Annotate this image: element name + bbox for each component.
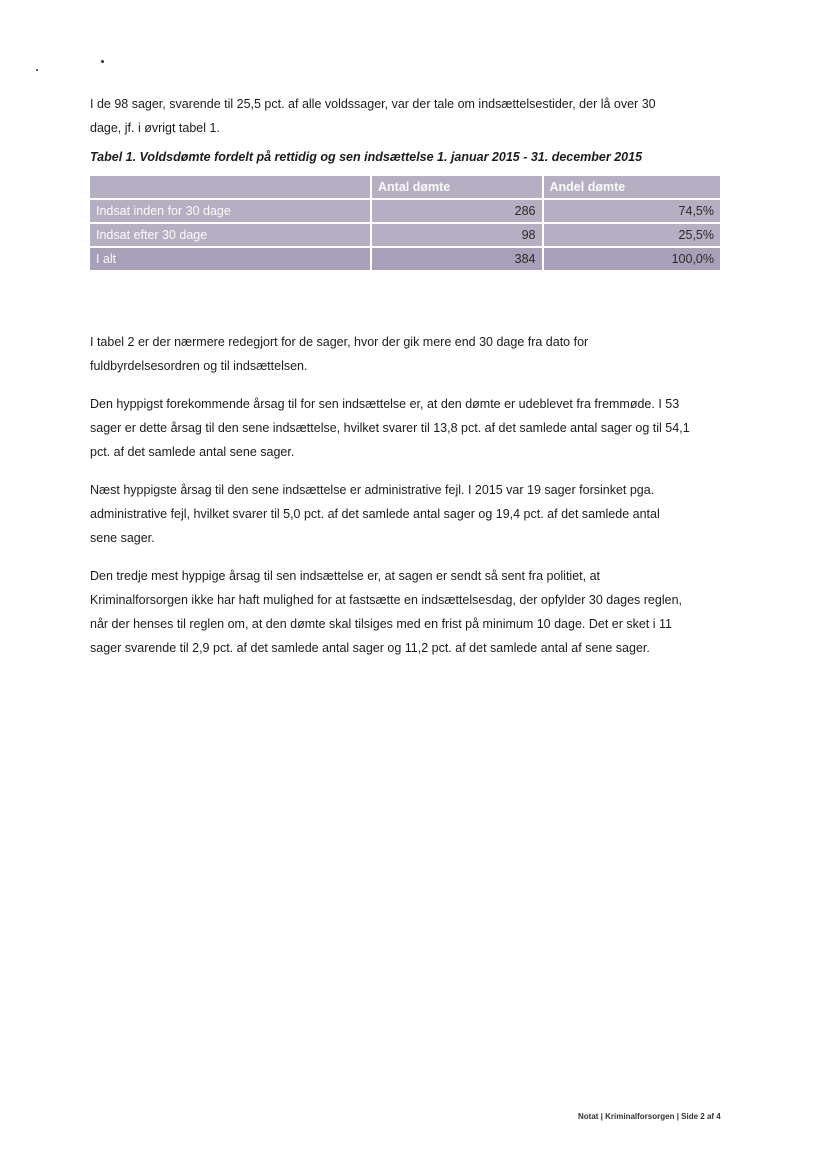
speck-mark: [101, 60, 104, 63]
row-label: I alt: [90, 248, 370, 270]
table-row: [90, 200, 720, 222]
row-count: 98: [372, 224, 542, 246]
row-label: Indsat efter 30 dage: [90, 224, 370, 246]
sentencing-table: [88, 174, 722, 272]
paragraph-reason-1: Den hyppigst forekommende årsag til for sen indsættelse er, at den dømte er udeblevet fra fremmøde. I 53 sager er dette årsag til den sene indsættelse, hvilket svarer til 13,8 pct. af det samlede antal sager og til 54,1 pct. af det samlede antal sene sager.: [90, 397, 690, 459]
row-count: 286: [372, 200, 542, 222]
row-label: Indsat inden for 30 dage: [90, 200, 370, 222]
row-share: 74,5%: [544, 200, 721, 222]
header-antal: Antal dømte: [372, 176, 542, 198]
paragraph-reason-2: Næst hyppigste årsag til den sene indsættelse er administrative fejl. I 2015 var 19 sager forsinket pga. administrative fejl, hvilket svarer til 5,0 pct. af det samlede antal sager og 19,4 pct. af det samlede antal sene sager.: [90, 483, 660, 545]
table-row-total: [90, 248, 720, 270]
table-caption: Tabel 1. Voldsdømte fordelt på rettidig og sen indsættelse 1. januar 2015 - 31. december 2015: [90, 150, 643, 164]
table-row: [90, 224, 720, 246]
header-andel: Andel dømte: [544, 176, 721, 198]
header-empty: [90, 176, 370, 198]
row-share: 100,0%: [544, 248, 721, 270]
speck-mark: [36, 69, 38, 71]
page-footer: Notat | Kriminalforsorgen | Side 2 af 4: [578, 1112, 721, 1121]
row-count: 384: [372, 248, 542, 270]
row-share: 25,5%: [544, 224, 721, 246]
paragraph-table2: I tabel 2 er der nærmere redegjort for de sager, hvor der gik mere end 30 dage fra dato for fuldbyrdelsesordren og til indsættelsen.: [90, 335, 589, 373]
table-header-row: [90, 176, 720, 198]
paragraph-reason-3: Den tredje mest hyppige årsag til sen indsættelse er, at sagen er sendt så sent fra politiet, at Kriminalforsorgen ikke har haft mulighed for at fastsætte en indsættelsesdag, der opfylder 30 dages reglen, når der henses til reglen om, at den dømte skal tilsiges med en frist på minimum 10 dage. Det er sket i 11 sager svarende til 2,9 pct. af det samlede antal sager og 11,2 pct. af det samlede antal af sene sager.: [90, 569, 682, 655]
intro-paragraph: I de 98 sager, svarende til 25,5 pct. af alle voldssager, var der tale om indsættelsestider, der lå over 30 dage, jf. i øvrigt tabel 1.: [90, 97, 656, 135]
